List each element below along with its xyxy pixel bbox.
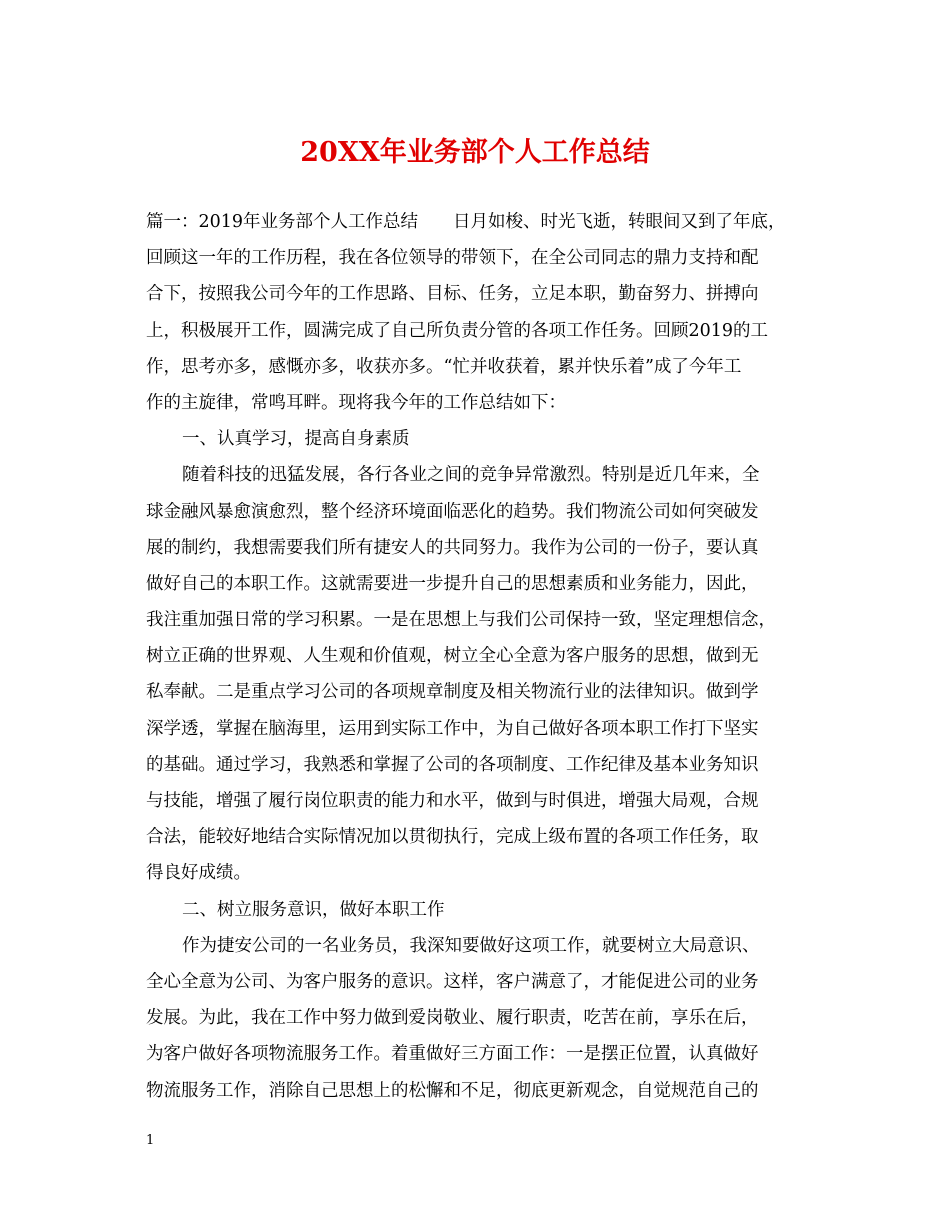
text-line: 一、认真学习，提高自身素质 (182, 429, 410, 450)
text-line: 深学透，掌握在脑海里，运用到实际工作中，为自己做好各项本职工作打下坚实 (146, 718, 759, 739)
text-line: 回顾这一年的工作历程，我在各位领导的带领下，在全公司同志的鼎力支持和配 (146, 248, 759, 269)
text-line: 我注重加强日常的学习积累。一是在思想上与我们公司保持一致，坚定理想信念， (146, 610, 776, 631)
text-line: 展的制约，我想需要我们所有捷安人的共同努力。我作为公司的一份子，要认真 (146, 537, 759, 558)
text-line: 树立正确的世界观、人生观和价值观，树立全心全意为客户服务的思想，做到无 (146, 646, 759, 667)
text-line: 与技能，增强了履行岗位职责的能力和水平，做到与时俱进，增强大局观，合规 (146, 791, 759, 811)
page-title: 20XX年业务部个人工作总结 (300, 137, 650, 168)
text-line: 作，思考亦多，感慨亦多，收获亦多。“忙并收获着，累并快乐着”成了今年工 (146, 356, 742, 377)
document-body (146, 204, 816, 1109)
text-line: 上，积极展开工作，圆满完成了自己所负责分管的各项工作任务。回顾2019的工 (146, 320, 769, 341)
text-line: 物流服务工作，消除自己思想上的松懈和不足，彻底更新观念，自觉规范自己的 (146, 1080, 759, 1101)
text-line: 发展。为此，我在工作中努力做到爱岗敬业、履行职责，吃苦在前，享乐在后， (146, 1008, 759, 1029)
text-line: 合下，按照我公司今年的工作思路、目标、任务，立足本职，勤奋努力、拼搏向 (146, 284, 759, 305)
text-line: 为客户做好各项物流服务工作。着重做好三方面工作：一是摆正位置，认真做好 (146, 1044, 759, 1065)
text-line: 作的主旋律，常鸣耳畔。现将我今年的工作总结如下： (146, 392, 566, 413)
text-line: 二、树立服务意识，做好本职工作 (182, 899, 445, 920)
text-line: 篇一：2019年业务部个人工作总结 日月如梭、时光飞逝，转眼间又到了年底， (146, 212, 786, 232)
text-line: 得良好成绩。 (146, 863, 251, 884)
text-line: 合法，能较好地结合实际情况加以贯彻执行，完成上级布置的各项工作任务，取 (146, 827, 759, 848)
page-number: 1 (146, 1133, 155, 1148)
text-line: 作为捷安公司的一名业务员，我深知要做好这项工作，就要树立大局意识、 (182, 935, 760, 956)
text-line: 随着科技的迅猛发展，各行各业之间的竞争异常激烈。特别是近几年来，全 (182, 465, 760, 486)
text-line: 的基础。通过学习，我熟悉和掌握了公司的各项制度、工作纪律及基本业务知识 (146, 754, 759, 775)
text-line: 球金融风暴愈演愈烈，整个经济环境面临恶化的趋势。我们物流公司如何突破发 (146, 501, 759, 522)
text-line: 全心全意为公司、为客户服务的意识。这样，客户满意了，才能促进公司的业务 (146, 971, 759, 992)
text-line: 私奉献。二是重点学习公司的各项规章制度及相关物流行业的法律知识。做到学 (146, 682, 759, 703)
text-line: 做好自己的本职工作。这就需要进一步提升自己的思想素质和业务能力，因此， (146, 573, 759, 594)
